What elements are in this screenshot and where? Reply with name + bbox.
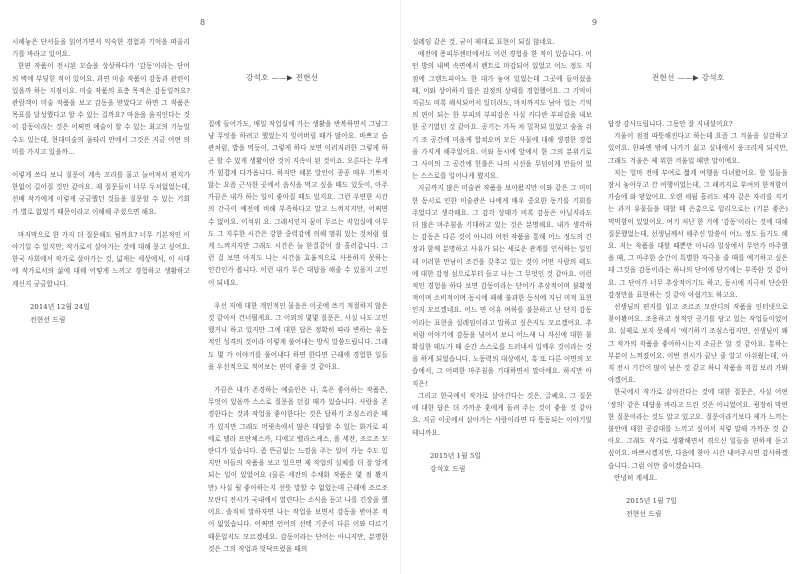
letter-column-4 — [608, 118, 788, 521]
letter-signature: 전현선 드림 — [30, 315, 66, 324]
paragraph: 마지막으로 한 가지 더 질문해도 될까요? 너무 기본적인 이야기일 수 있지만, 작가로서 살아가는 것에 대해 묻고 싶어요. 한국 사회에서 작가로 살아가는 것, 넓게는 세상에서, 이 시대에 작가로서의 삶에 대해 어떻게 느끼고 경험하고 생활하고 계신지 궁금합니다. — [12, 230, 190, 288]
letter-date: 2014년 12월 24일 — [30, 302, 90, 311]
page-number-right: 9 — [592, 18, 598, 27]
letter-column-3 — [412, 36, 592, 476]
paragraph: 시해놓은 단서들을 읽어가면서 익숙한 경험과 기억을 떠올리기를 바라고 있어요. — [12, 38, 190, 59]
paragraph: 저는 얼마 전에 부여로 짧게 여행을 다녀왔어요. 할 일들을 잠시 놓아두고 간 여행이었는데, 그 패키지로 부여의 한적함이 가슴에 와 닿았어요. 오랜 세월 흘러도 제자 같은 자리를 지키는 과거 유물들을 대할 때 은총으로 일리으로는 (기분 좋은) 먹먹함이 있었어요. 여기 저난 한 거에 '감동'이라는 것에 대해 질문했었는데, 선생님께서 해주신 말씀이 어느 정도 들기도 해요. 저는 작품을 대할 때뿐만 아니라 일상에서 무언가 마주했을 때, 그 마주한 순간이 특별한 자극을 줄 때를 예기하고 싶은데 그것을 감동이라는 하나의 단어에 담기에는 부족한 것 같아요. 그 단어가 너무 추상적이기도 하고, 동시에 지극히 단순한 감정만을 표현하는 것 같아 아쉽기도 하고요. — [608, 168, 788, 299]
paragraph: 한국에서 작가로 살아간다는 것에 대한 질문은, 사실 어떤 '정의' 같은 대답을 바라고 드린 것은 아니었어요. 굉장히 막연한 질문이라는 것도 알고 있고요. 질문이라기보다 제가 느끼는 불안에 대한 공감대를 느끼고 싶어서 저렇 말해 가까운 것 같아요. 그래도 작가로 생활해면서 겪으신 일들을 편하게 듣고 싶어요. 바쁘시겠지만, 다음에 찾아 시간 내어주시면 감사하겠습니다. 그럼 이만 줄이겠습니다. — [608, 388, 788, 470]
paragraph: 한편 작품이 전시된 모습을 상상하다가 '감동'이라는 단어의 벽에 부딪힌 적이 있어요. 과연 미술 작품이 감동과 관련이 있을까 하는 지점이요. 미술 작품의 표층 목적은 감동일까요? 관람객이 미술 작품을 보고 감동을 받았다고 하면 그 작품은 목표를 달성했다고 할 수 있는 걸까요? 마음을 움직인다는 것이 감동이라는 것은 어쩌면 예술이 할 수 있는 최고의 기능일 수도 있는데, 현대미술의 울타리 안에서 그것은 지금 어떤 의미를 가지고 있을까... — [12, 62, 190, 156]
letter-column-2 — [208, 118, 388, 566]
paragraph: 설레임 같은 것, 굳이 제대로 표현이 되질 않네요. — [412, 38, 555, 46]
letter-date: 2015년 1월 7일 — [626, 497, 678, 506]
paragraph: 가끔은 내가 존경하는 예술인은 나, 혹은 좋아하는 작품은, 무엇이 있을까 스스로 질문을 던질 때가 있습니다. 사람을 존경한다는 것과 작업을 좋아한다는 것은 답하기 조심스러운 때가 있지만 그래도 머릿속에서 많은 대답할 수 있는 화가로 피에로 델라 프란체스카, 디에고 벨라스케스, 폴 세잔, 조르조 모란디가 있습니다. 좀 뜬금없는 느낌을 주는 일이 가능 수도 있지만 이들의 작품을 보고 있으면 제 작업의 실체를 더 잘 알게 되는 일이 있었어요 (물론 세잔의 수채화 작품은 몇 점 봤지만) 사실 될 좋아하는지 선뜻 말할 수 없었는데 근래에 조르조 모란디 전시가 국내에서 열린다는 소식을 듣고 나를 긴장을 했어요. 솔직히 말하자면 나는 작업을 보면서 감동을 받아본 적이 없었습니다. 어쩌면 언어의 선택 기준이 다른 이와 다르기 때문일지도 모르겠네요. 감동이라는 단어는 아니지만, 분명한 것은 그의 작업과 맞닥뜨렸을 때의 — [208, 386, 388, 553]
letter-header: 전현선 ——▶ 강석호 — [652, 73, 725, 82]
paragraph: 그리고 한국에서 작가로 살아간다는 것은, 글쎄요. 그 질문에 대한 답은 더 가까운 훗에게 돌려 주는 것이 좋을 것 같아요. 지금 이곳에서 살아가는 사람이라면 다 똥동되는 이야기일 테니까요. — [412, 391, 592, 437]
paragraph: 우선 저에 대한 개인적인 물음은 이곳에 쓰기 적절하지 않은 것 같아서 건너뛸게요. 그 이외의 몇몇 질문은, 사실 나도 고민했거나 하고 있지만 그에 대한 답은 정확히 따라 변하는 유동적인 성격의 것이라 이렇게 풀어내는 방식 말씀드립니다. 그래도 몇 가 이야기를 풀어내다 하면 한다면 근래에 경험한 일들을 우선적으로 적어보는 편이 좋을 것 같아요. — [208, 301, 388, 371]
paragraph: 지금까지 많은 미술관 작품을 보아왔지만 이와 같은 그 미미한 동시로 인한 미술관은 나에게 매우 중요한 동기를 기회를 주었다고 생각해요. 그 감각 상태가 비록 감동은 아닐지라도 더 많은 마주침을 기대하고 있는 것은 분명해요. 내가 생각하는 감동은 다른 것이 아니라 어떤 작품을 통해 어느 정도의 긴장과 함께 분명하고 사유가 되는 새로운 관계를 인식하는 일인데 이러한 만남이 조건을 갖추고 있는 것이 어떤 사람의 태도에 대한 감정 섬으로부터 들고 나는 그 무엇인 것 같아요. 이런 적인 경험을 하다 보면 감동이라는 단어가 추상적이며 불확정적이며 소비적이며 동시에 패해 불과한 등식에 지닌 미적 표현인지 모르겠네요. 어느 면 이유 여하를 불문하고 난 단지 감동이라는 표현을 설레임이라고 말하고 싶은지도 모르겠어요. 추처럼 이야기에 감동을 넘어서 보니 어느새 나 자신에 대한 불확실한 태도가 때 순간 스스로를 드러내서 일깨우 것이라는 것을 하게 되었습니다. 노동력의 대상에서, 혹 또 다른 이면의 모습에서, 그 어떠한 마주침을 기대하면서 말이에요. 하지만 아직은! — [412, 184, 592, 388]
paragraph: 겨울이 점점 따뜻해진다고 하는데 요즘 그 겨울을 실감하고 있어요. 한파엔 밖에 나가기 싫고 실내에서 웅크리게 되지만, 그래도 겨울은 제 위한 겨울일 때만 말이에요. — [608, 132, 788, 165]
letter-signature: 강석호 드림 — [430, 464, 466, 473]
book-gutter — [400, 0, 401, 574]
page-number-left: 8 — [200, 18, 206, 27]
paragraph: 집에 들어가도, 매일 작업실에 가는 생활을 반복하면서 그냥그냥 무엇을 하려고 했었는지 잊어버릴 때가 많아요. 바쁘고 습관처럼, 밥을 먹듯이, 그렇게 하다 보면 이러저러한 그렇게 하곤 할 수 있게 생활이란 것이 지속이 된 것이죠. 오른다는 무게가 힘겹게 다가옵니다. 하지만 해본 말인이 종종 매우 기쁘지 않는 요즘 근사한 곳에서 음식을 먹고 싶을 때도 있듯이, 아주 가끔은 내가 하는 일이 좋아질 때도 있지요. 그런 우연한 시간의 간극이 예전에 비해 부족하다고 말고 느껴지지만, 어쩌면 수 없어요. 이석위 요. 그래서인지 꿈이 두르는 작업실에 아무도 그 지루한 시간은 강한 중력감에 의해 멈춰 있는 것처럼 쉽게 느껴지지만 그래도 시간은 늘 한결같이 잘 흘러갑니다. 그런 걸 보면 아직도 나는 시간을 효율적으로 사용하지 못하는 인간인가 봅니다. 이런 내가 무슨 대답을 해줄 수 있을지 고민이 되네요. — [208, 120, 388, 287]
paragraph: 예전에 퐁피두센터에서도 이런 경험을 한 적이 있습니다. 어떤 방의 내벽 속면에서 펜트로 마감되어 있었고 어느 정도 지점에 그랜드피아노 한 대가 놓여 있었는데 그곳에 들어섰을 때, 이와 상이하지 않은 감정의 상태를 경험했어요. 그 기억이 지금도 비록 해석되어서 있더라도, 마치까지도 남아 있는 기억의 편이 되는 한 부피의 부피감은 사실 커다란 부피감을 내보한 공기였던 것 같아요. 공기는 가득 차 밀착되 있었고 숨을 쉬기 조 공간에 미움게 합쳐오며 모든 사물에 대해 생경한 경험을 가지게 해주었어요. 이와 동시에 앞에서 한 그의 분위기로 그 사이의 그 공간에 헌출은 나의 시선을 무덤이게 만들어 있는 스스로를 일어나게 했지요. — [412, 50, 592, 181]
letter-header: 강석호 ——▶ 전현선 — [246, 73, 319, 82]
letter-column-1 — [12, 36, 190, 327]
letter-signature: 전현선 드림 — [626, 510, 662, 519]
letter-date: 2015년 1월 5일 — [430, 451, 482, 460]
paragraph: 선생님의 편지를 읽고 조르조 모란디의 작품을 인터넷으로 찾아봤어요. 조용하고 정적인 공기를 담고 있는 작업들이었어요. 실제로 보지 못해서 '예기하기 조심스럽지만, 선생님이 왜 그 작가의 작품을 좋아하시는지 조금은 알 것 같아요. 통하는 부분이 느껴졌어요. 이번 전시가 끝난 줄 알고 아쉬웠는데, 아직 전시 기간이 많이 남은 것 같고 하니 작품을 직접 보러 가봐야겠어요. — [608, 303, 788, 385]
paragraph: 답장 감사드립니다. 그동안 잘 지내셨어요? — [608, 120, 733, 128]
paragraph: 이렇게 쓰다 보니 질문이 계속 꼬리를 물고 늘어져서 편지가 한없이 길어질 것만 같아요. 제 질문들이 너무 두서없었는데, 선배 작가에게 이렇게 궁금했던 것들을 질문할 수 있는 기회가 별로 없었기 때문이라고 이해해 주셨으면 해요. — [12, 171, 190, 216]
paragraph: 안녕히 계세요. — [614, 473, 658, 482]
